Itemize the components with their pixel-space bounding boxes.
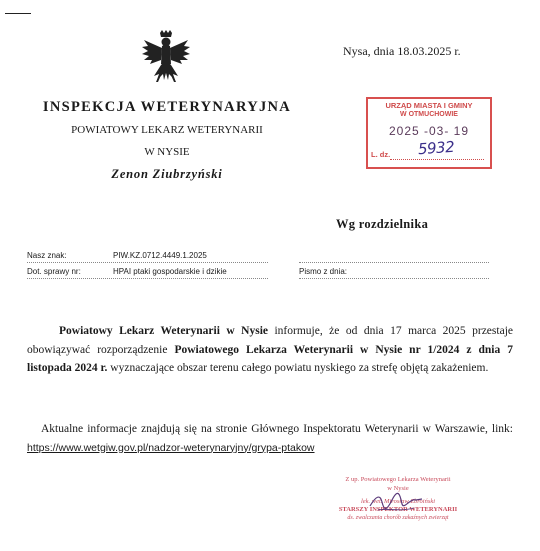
office-city: W NYSIE (144, 146, 190, 158)
institution-title: INSPEKCJA WETERYNARYJNA (42, 99, 292, 115)
corner-mark (5, 13, 31, 14)
signature-line3: lek. wet. Mirosław Zbroiński (360, 498, 436, 505)
signature-line4: STARSZY INSPEKTOR WETERYNARII (338, 506, 458, 513)
ref-divider (27, 262, 268, 263)
signature-line2: w Nysie (387, 485, 409, 492)
ref-divider (299, 262, 489, 263)
ref-divider (299, 278, 489, 279)
stamp-handwritten-number: 5932 (417, 137, 455, 159)
ref-nasz-znak-value: PIW.KZ.0712.4449.1.2025 (113, 251, 207, 260)
registration-stamp (366, 97, 492, 169)
eagle-emblem-icon (140, 30, 192, 88)
handwritten-signature (366, 488, 426, 518)
body-paragraph-2 (27, 420, 513, 457)
position-title: POWIATOWY LEKARZ WETERYNARII (71, 124, 263, 136)
body-p1-subject: Powiatowy Lekarz Weterynarii w Nysie (59, 325, 269, 337)
ref-divider (27, 278, 268, 279)
stamp-office-line1: URZĄD MIASTA I GMINY (385, 101, 473, 110)
place-date: Nysa, dnia 18.03.2025 r. (343, 44, 461, 58)
gi-wet-link[interactable]: https://www.wetgiw.gov.pl/nadzor-weterynaryjny/grypa-ptakow (27, 441, 315, 454)
signature-line5: ds. zwalczania chorób zakaźnych zwierząt (347, 515, 449, 521)
ref-dot-sprawy-value: HPAI ptaki gospodarskie i dzikie (113, 267, 227, 276)
body-p1-text-end: wyznaczające obszar terenu całego powiatu nyskiego za strefę objętą zakażeniem. (107, 362, 489, 374)
ref-pismo-label: Pismo z dnia: (299, 267, 348, 276)
addressee: Wg rozdzielnika (336, 217, 429, 231)
stamp-office-line2: W OTMUCHOWIE (400, 111, 458, 118)
signature-stamp (308, 476, 488, 522)
stamp-ldz-label: L. dz. (371, 150, 391, 159)
signature-line1: Z up. Powiatowego Lekarza Weterynarii (345, 476, 451, 483)
body-p1-text: informuje, że od dnia 17 marca 2025 przestaje obowiązywać rozporządzenie (27, 325, 513, 356)
officer-name: Zenon Ziubrzyński (111, 167, 223, 181)
stamp-date: 2025 -03- 19 (388, 124, 470, 138)
ref-dot-sprawy-label: Dot. sprawy nr: (27, 267, 81, 276)
body-paragraph-1 (27, 322, 513, 378)
stamp-underline (390, 159, 484, 160)
body-p2-text: Aktualne informacje znajdują się na stronie Głównego Inspektoratu Weterynarii w Warszawie, link: (41, 423, 513, 435)
body-p1-regulation: Powiatowego Lekarza Weterynarii w Nysie nr 1/2024 z dnia 7 listopada 2024 r. (27, 343, 513, 374)
ref-nasz-znak-label: Nasz znak: (27, 251, 67, 260)
